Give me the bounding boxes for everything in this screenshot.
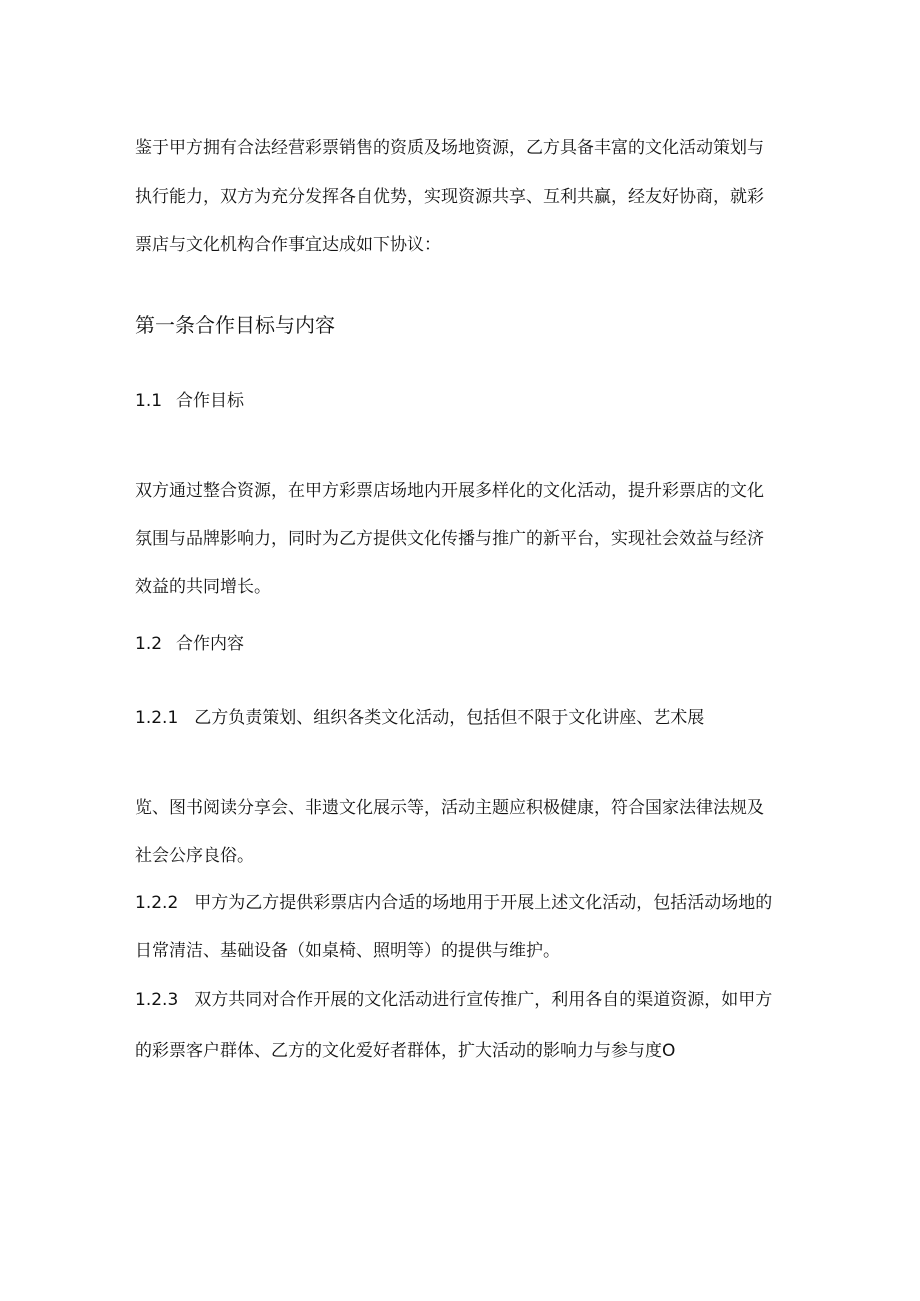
section-title: 合作内容 <box>176 634 245 654</box>
clause-1-2-1-line-3: 社会公序良俗。 <box>135 846 254 866</box>
clause-number: 1.2.3 <box>135 990 179 1010</box>
clause-text: 甲方为乙方提供彩票店内合适的场地用于开展上述文化活动，包括活动场地的 <box>194 893 773 913</box>
clause-text: 双方共同对合作开展的文化活动进行宣传推广，利用各自的渠道资源，如甲方 <box>194 990 773 1010</box>
intro-line-1: 鉴于甲方拥有合法经营彩票销售的资质及场地资源，乙方具备丰富的文化活动策划与 <box>135 138 764 158</box>
s1-1-body-line-2: 氛围与品牌影响力，同时为乙方提供文化传播与推广的新平台，实现社会效益与经济 <box>135 529 764 549</box>
clause-1-2-2-line-1 <box>135 891 772 915</box>
clause-1-2-3-line-1 <box>135 988 772 1012</box>
intro-line-2: 执行能力，双方为充分发挥各自优势，实现资源共享、互利共赢，经友好协商，就彩 <box>135 187 764 207</box>
section-number: 1.2 <box>135 634 163 654</box>
intro-line-3: 票店与文化机构合作事宜达成如下协议： <box>135 235 441 255</box>
section-number: 1.1 <box>135 391 163 411</box>
section-1-2-heading <box>135 632 244 656</box>
s1-1-body-line-1: 双方通过整合资源，在甲方彩票店场地内开展多样化的文化活动，提升彩票店的文化 <box>135 481 764 501</box>
s1-1-body-line-3: 效益的共同增长。 <box>135 577 271 597</box>
clause-text: 乙方负责策划、组织各类文化活动，包括但不限于文化讲座、艺术展 <box>194 708 705 728</box>
clause-number: 1.2.2 <box>135 893 179 913</box>
clause-1-2-1-line-2: 览、图书阅读分享会、非遗文化展示等，活动主题应积极健康，符合国家法律法规及 <box>135 798 764 818</box>
clause-number: 1.2.1 <box>135 708 179 728</box>
clause-1-2-2-line-2: 日常清洁、基础设备（如桌椅、照明等）的提供与维护。 <box>135 941 560 961</box>
section-title: 合作目标 <box>176 391 245 411</box>
article-1-title: 第一条合作目标与内容 <box>135 313 335 337</box>
section-1-1-heading <box>135 389 244 413</box>
clause-1-2-3-line-2: 的彩票客户群体、乙方的文化爱好者群体，扩大活动的影响力与参与度O <box>135 1041 676 1061</box>
clause-1-2-1-line-1 <box>135 706 704 730</box>
